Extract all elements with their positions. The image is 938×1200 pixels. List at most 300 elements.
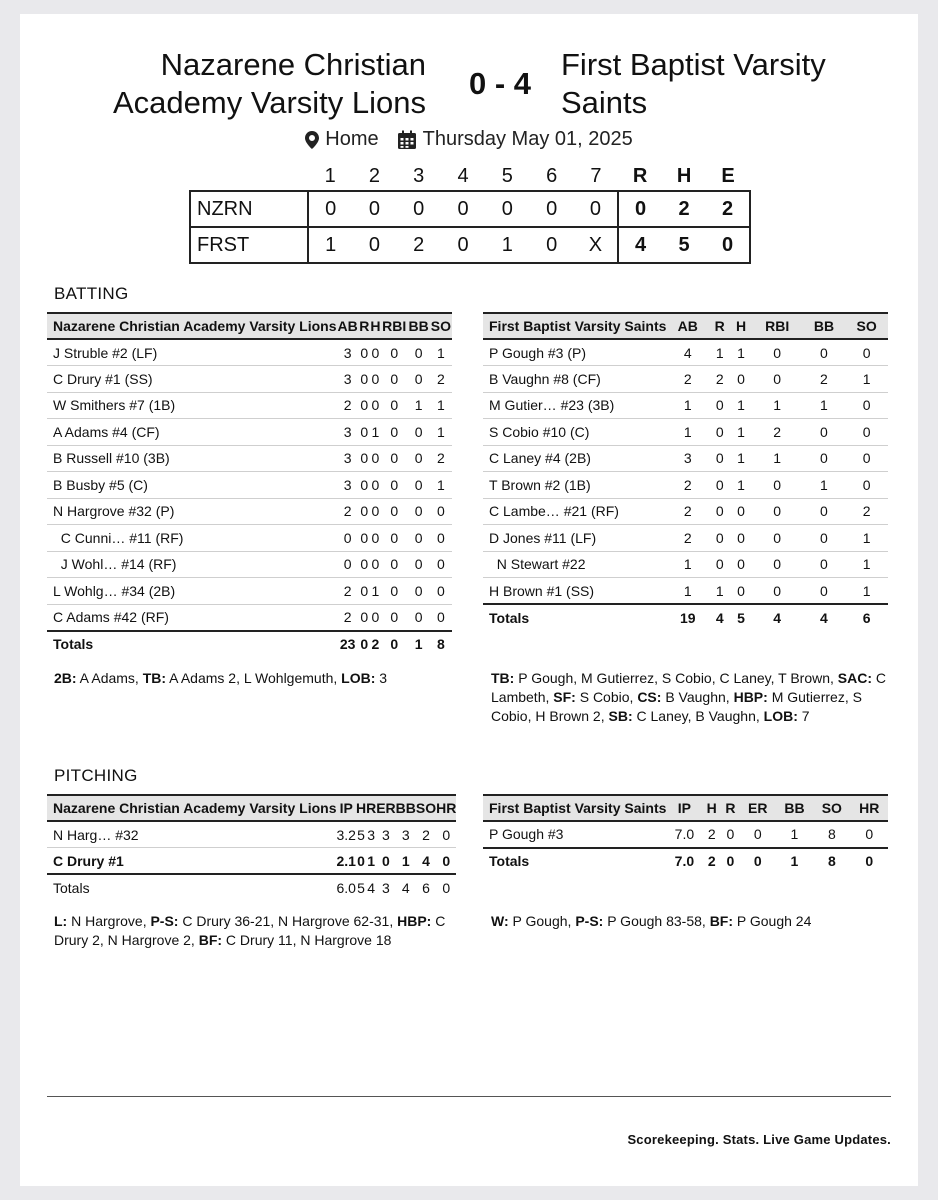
stat-cell: 2 (666, 366, 709, 393)
total-errors: 0 (706, 227, 750, 263)
total-cell: 6 (416, 874, 436, 901)
stat-cell: 0 (845, 419, 888, 446)
stat-cell: 1 (845, 525, 888, 552)
away-team-name-line2: Saints (561, 85, 648, 120)
stat-cell: 1 (666, 392, 709, 419)
stat-cell: 0 (381, 392, 408, 419)
note-label: L: (54, 913, 68, 929)
stat-cell: 0 (407, 525, 429, 552)
totals-row (483, 604, 888, 631)
total-cell: 3 (376, 874, 395, 901)
totals-row (47, 874, 456, 901)
total-cell: 19 (666, 604, 709, 631)
player-name: P Gough #3 (483, 821, 666, 848)
column-header: R (709, 313, 730, 339)
home-team-name (86, 46, 426, 122)
game-meta (20, 128, 918, 151)
stat-cell: 0 (381, 604, 408, 631)
note-text: C Drury 36-21, N Hargrove 62-31, (178, 913, 398, 929)
stat-cell: 0 (740, 821, 776, 848)
batter-row (47, 498, 452, 525)
stat-cell: 0 (407, 366, 429, 393)
stat-cell: 1 (803, 392, 846, 419)
player-name: S Cobio #10 (C) (483, 419, 666, 446)
stat-cell: 1 (666, 578, 709, 605)
pitcher-row (47, 821, 456, 848)
stat-cell: 3 (396, 821, 416, 848)
stat-cell: 0 (803, 551, 846, 578)
player-name: M Gutier… #23 (3B) (483, 392, 666, 419)
total-cell: 6.0 (336, 874, 355, 901)
note-text: A Adams 2, L Wohlgemuth, (166, 670, 342, 686)
total-cell: 1 (776, 848, 813, 875)
stat-cell: 0 (803, 339, 846, 366)
note-label: 2B: (54, 670, 77, 686)
home-pitching-notes (54, 912, 454, 950)
column-header: RBI (752, 313, 803, 339)
line-score-header (190, 162, 750, 191)
stat-cell: 1 (396, 848, 416, 875)
away-batting-table (483, 312, 888, 631)
note-label: P-S: (150, 913, 179, 929)
total-cell: 5 (730, 604, 751, 631)
player-name: C Adams #42 (RF) (47, 604, 336, 631)
inning-score: X (574, 227, 618, 263)
stat-cell: 0 (436, 821, 456, 848)
line-score-row-away (190, 227, 750, 263)
stat-cell: 1 (730, 392, 751, 419)
batter-row (47, 445, 452, 472)
stat-cell: 0 (430, 525, 452, 552)
stat-cell: 0 (803, 578, 846, 605)
batter-row (483, 419, 888, 446)
player-name: N Stewart #22 (483, 551, 666, 578)
stat-cell: 2 (336, 604, 358, 631)
inning-score: 0 (441, 227, 485, 263)
note-label: HBP: (733, 689, 768, 705)
stat-cell: 8 (813, 821, 850, 848)
stat-cell: 1 (845, 578, 888, 605)
away-batting-notes (491, 669, 891, 726)
stat-cell: 1 (407, 392, 429, 419)
note-label: P-S: (575, 913, 604, 929)
home-pitching-table (47, 794, 456, 901)
team-abbr: NZRN (190, 191, 308, 227)
batter-row (483, 339, 888, 366)
note-label: W: (491, 913, 509, 929)
total-cell: 7.0 (666, 848, 702, 875)
total-cell: 4 (803, 604, 846, 631)
stat-cell: 1 (370, 578, 381, 605)
batter-row (47, 578, 452, 605)
map-pin-icon (305, 128, 319, 151)
stat-cell: 1 (845, 551, 888, 578)
total-hits: 5 (662, 227, 706, 263)
game-date: Thursday May 01, 2025 (422, 128, 633, 150)
stat-cell: 0 (752, 366, 803, 393)
column-header: SO (813, 795, 850, 821)
totals-label: Totals (483, 604, 666, 631)
stat-cell: 5 (356, 821, 366, 848)
player-name: C Lambe… #21 (RF) (483, 498, 666, 525)
stats-header-row (483, 313, 888, 339)
note-label: CS: (637, 689, 662, 705)
stat-cell: 0 (709, 419, 730, 446)
stat-cell: 0 (356, 848, 366, 875)
stat-cell: 0 (851, 821, 888, 848)
total-errors: 2 (706, 191, 750, 227)
total-cell: 0 (436, 874, 456, 901)
stat-cell: 3 (336, 339, 358, 366)
batter-row (47, 604, 452, 631)
stat-cell: 0 (730, 578, 751, 605)
total-cell: 0 (721, 848, 740, 875)
stat-cell: 0 (407, 498, 429, 525)
stat-cell: 2 (702, 821, 721, 848)
total-cell: 23 (336, 631, 358, 658)
stat-cell: 0 (709, 498, 730, 525)
stat-cell: 0 (845, 392, 888, 419)
player-name: J Wohl… #14 (RF) (47, 551, 336, 578)
stat-cell: 0 (359, 419, 370, 446)
note-text: M Gutierrez, S Cobio, H Brown 2, (491, 689, 866, 724)
player-name: J Struble #2 (LF) (47, 339, 336, 366)
stat-cell: 0 (359, 551, 370, 578)
stat-cell: 0 (359, 472, 370, 499)
inning-header: 1 (324, 164, 336, 187)
stat-cell: 1 (803, 472, 846, 499)
stat-cell: 0 (370, 339, 381, 366)
stat-cell: 0 (730, 366, 751, 393)
stat-cell: 0 (730, 525, 751, 552)
stat-cell: 1 (709, 578, 730, 605)
stat-cell: 0 (407, 339, 429, 366)
stat-cell: 0 (803, 445, 846, 472)
inning-score: 0 (397, 191, 441, 227)
player-name: T Brown #2 (1B) (483, 472, 666, 499)
total-cell: 2 (702, 848, 721, 875)
stat-cell: 0 (430, 578, 452, 605)
inning-score: 0 (352, 191, 396, 227)
column-header: BB (396, 795, 416, 821)
away-pitching-table (483, 794, 888, 874)
stat-cell: 0 (803, 419, 846, 446)
stat-cell: 1 (666, 419, 709, 446)
pitcher-row (483, 821, 888, 848)
player-name: L Wohlg… #34 (2B) (47, 578, 336, 605)
stat-cell: 0 (709, 551, 730, 578)
stat-cell: 0 (381, 419, 408, 446)
home-batting-notes (54, 669, 454, 688)
column-header: SO (845, 313, 888, 339)
stat-cell: 0 (359, 498, 370, 525)
total-cell: 2 (370, 631, 381, 658)
player-name: C Drury #1 (SS) (47, 366, 336, 393)
stat-cell: 3 (666, 445, 709, 472)
note-text: P Gough, M Gutierrez, S Cobio, C Laney, T Brown, (514, 670, 838, 686)
stat-cell: 0 (381, 339, 408, 366)
player-name: P Gough #3 (P) (483, 339, 666, 366)
player-name: C Laney #4 (2B) (483, 445, 666, 472)
stat-cell: 0 (721, 821, 740, 848)
column-header: HR (851, 795, 888, 821)
stat-cell: 0 (359, 604, 370, 631)
total-cell: 4 (709, 604, 730, 631)
note-text: 7 (797, 708, 810, 724)
stat-cell: 0 (407, 445, 429, 472)
column-header: H (702, 795, 721, 821)
note-text: C Drury 11, N Hargrove 18 (222, 932, 392, 948)
stat-cell: 2 (430, 366, 452, 393)
column-header: R (721, 795, 740, 821)
stat-cell: 2 (752, 419, 803, 446)
total-cell: 4 (752, 604, 803, 631)
stat-cell: 0 (845, 472, 888, 499)
pitcher-row (47, 848, 456, 875)
inning-score: 0 (352, 227, 396, 263)
stat-cell: 0 (730, 498, 751, 525)
stat-cell: 7.0 (666, 821, 702, 848)
footer-tagline: Scorekeeping. Stats. Live Game Updates. (627, 1132, 891, 1147)
total-runs: 0 (618, 191, 662, 227)
player-name: C Cunni… #11 (RF) (47, 525, 336, 552)
batter-row (47, 392, 452, 419)
total-hits: 2 (662, 191, 706, 227)
page-content (20, 14, 918, 1186)
stat-cell: 0 (709, 445, 730, 472)
stat-cell: 1 (730, 472, 751, 499)
note-text: C Drury 2, N Hargrove 2, (54, 913, 450, 948)
stat-cell: 0 (430, 604, 452, 631)
inning-score: 1 (308, 227, 352, 263)
stat-cell: 1 (730, 419, 751, 446)
column-header: RBI (381, 313, 408, 339)
note-label: TB: (491, 670, 515, 686)
column-header: IP (336, 795, 355, 821)
player-name: A Adams #4 (CF) (47, 419, 336, 446)
stat-cell: 0 (752, 339, 803, 366)
stat-cell: 0 (407, 551, 429, 578)
note-label: SB: (608, 708, 633, 724)
stat-cell: 0 (381, 525, 408, 552)
batter-row (483, 551, 888, 578)
player-name: B Vaughn #8 (CF) (483, 366, 666, 393)
column-header: SO (416, 795, 436, 821)
note-label: HBP: (397, 913, 432, 929)
stat-cell: 2 (666, 498, 709, 525)
inning-score: 0 (529, 227, 573, 263)
column-header: IP (666, 795, 702, 821)
stat-cell: 3 (336, 445, 358, 472)
stat-cell: 4 (416, 848, 436, 875)
stat-cell: 1 (666, 551, 709, 578)
note-text: B Vaughn, (661, 689, 734, 705)
stat-cell: 0 (752, 551, 803, 578)
errors-header: E (721, 164, 735, 187)
stat-cell: 1 (430, 339, 452, 366)
stat-cell: 3.2 (336, 821, 355, 848)
stat-cell: 0 (752, 472, 803, 499)
team-header: Nazarene Christian Academy Varsity Lions (47, 313, 336, 339)
team-header: Nazarene Christian Academy Varsity Lions (47, 795, 336, 821)
stat-cell: 0 (845, 445, 888, 472)
stat-cell: 1 (752, 392, 803, 419)
stat-cell: 0 (381, 498, 408, 525)
stat-cell: 0 (752, 498, 803, 525)
player-name: B Busby #5 (C) (47, 472, 336, 499)
batter-row (483, 578, 888, 605)
stat-cell: 0 (752, 578, 803, 605)
player-name: N Harg… #32 (47, 821, 336, 848)
stat-cell: 1 (430, 419, 452, 446)
stat-cell: 1 (370, 419, 381, 446)
stat-cell: 2 (336, 392, 358, 419)
stat-cell: 0 (370, 392, 381, 419)
team-header: First Baptist Varsity Saints (483, 795, 666, 821)
home-batting-table (47, 312, 452, 657)
stat-cell: 0 (359, 445, 370, 472)
note-text: N Hargrove, (67, 913, 151, 929)
stat-cell: 0 (370, 525, 381, 552)
stat-cell: 4 (666, 339, 709, 366)
stat-cell: 0 (381, 445, 408, 472)
stat-cell: 0 (407, 578, 429, 605)
inning-score: 0 (308, 191, 352, 227)
note-label: TB: (142, 670, 167, 686)
batter-row (483, 498, 888, 525)
column-header: SO (430, 313, 452, 339)
stat-cell: 0 (430, 551, 452, 578)
inning-score: 0 (485, 191, 529, 227)
calendar-icon (397, 128, 417, 151)
stat-cell: 3 (336, 472, 358, 499)
totals-row (47, 631, 452, 658)
inning-header: 3 (413, 164, 425, 187)
column-header: AB (336, 313, 358, 339)
stat-cell: 0 (370, 472, 381, 499)
scorebook-page (20, 14, 918, 1186)
column-header: H (356, 795, 366, 821)
note-text: 3 (375, 670, 388, 686)
total-cell: 0 (740, 848, 776, 875)
note-label: SF: (553, 689, 576, 705)
player-name: B Russell #10 (3B) (47, 445, 336, 472)
player-name: C Drury #1 (47, 848, 336, 875)
stat-cell: 2.1 (336, 848, 355, 875)
inning-score: 2 (397, 227, 441, 263)
inning-score: 0 (574, 191, 618, 227)
stat-cell: 1 (709, 339, 730, 366)
stat-cell: 1 (366, 848, 376, 875)
batter-row (47, 525, 452, 552)
note-text: P Gough 83-58, (603, 913, 710, 929)
total-cell: 0 (381, 631, 408, 658)
stat-cell: 0 (370, 604, 381, 631)
batting-section-title: BATTING (54, 284, 129, 303)
stat-cell: 1 (430, 472, 452, 499)
away-team-name (561, 46, 881, 122)
total-cell: 8 (813, 848, 850, 875)
stat-cell: 0 (359, 578, 370, 605)
stat-cell: 3 (336, 419, 358, 446)
inning-header: 6 (546, 164, 558, 187)
stat-cell: 2 (430, 445, 452, 472)
stat-cell: 0 (381, 472, 408, 499)
final-score: 0 - 4 (468, 66, 532, 101)
stat-cell: 0 (359, 366, 370, 393)
stat-cell: 2 (803, 366, 846, 393)
batter-row (483, 366, 888, 393)
batter-row (47, 472, 452, 499)
player-name: H Brown #1 (SS) (483, 578, 666, 605)
inning-score: 0 (529, 191, 573, 227)
note-text: S Cobio, (575, 689, 638, 705)
stat-cell: 2 (666, 472, 709, 499)
stat-cell: 0 (803, 525, 846, 552)
inning-header: 2 (368, 164, 380, 187)
stat-cell: 2 (709, 366, 730, 393)
line-score-table (189, 162, 751, 264)
stat-cell: 1 (430, 392, 452, 419)
column-header: BB (803, 313, 846, 339)
column-header: HR (436, 795, 456, 821)
stat-cell: 0 (381, 366, 408, 393)
stat-cell: 0 (376, 848, 395, 875)
stat-cell: 0 (752, 525, 803, 552)
stat-cell: 0 (430, 498, 452, 525)
column-header: ER (376, 795, 395, 821)
stat-cell: 3 (366, 821, 376, 848)
inning-header: 7 (590, 164, 602, 187)
batter-row (483, 445, 888, 472)
column-header: BB (407, 313, 429, 339)
inning-score: 0 (441, 191, 485, 227)
stat-cell: 0 (407, 419, 429, 446)
inning-header: 5 (501, 164, 513, 187)
batter-row (483, 392, 888, 419)
batter-row (47, 551, 452, 578)
player-name: W Smithers #7 (1B) (47, 392, 336, 419)
totals-label: Totals (483, 848, 666, 875)
batter-row (47, 419, 452, 446)
totals-row (483, 848, 888, 875)
total-cell: 1 (407, 631, 429, 658)
inning-score: 1 (485, 227, 529, 263)
stat-cell: 0 (709, 392, 730, 419)
stat-cell: 0 (359, 392, 370, 419)
stat-cell: 2 (845, 498, 888, 525)
stat-cell: 3 (376, 821, 395, 848)
total-cell: 5 (356, 874, 366, 901)
note-label: BF: (709, 913, 734, 929)
total-runs: 4 (618, 227, 662, 263)
stat-cell: 0 (336, 551, 358, 578)
total-cell: 0 (851, 848, 888, 875)
stat-cell: 1 (776, 821, 813, 848)
home-team-name-line1: Nazarene Christian (160, 47, 426, 82)
stat-cell: 0 (709, 472, 730, 499)
stat-cell: 1 (752, 445, 803, 472)
totals-label: Totals (47, 631, 336, 658)
stat-cell: 0 (436, 848, 456, 875)
stat-cell: 0 (370, 445, 381, 472)
home-team-name-line2: Academy Varsity Lions (113, 85, 426, 120)
stats-header-row (483, 795, 888, 821)
stat-cell: 3 (336, 366, 358, 393)
note-text: C Lambeth, (491, 670, 890, 705)
stat-cell: 0 (359, 525, 370, 552)
note-text: C Laney, B Vaughn, (632, 708, 764, 724)
